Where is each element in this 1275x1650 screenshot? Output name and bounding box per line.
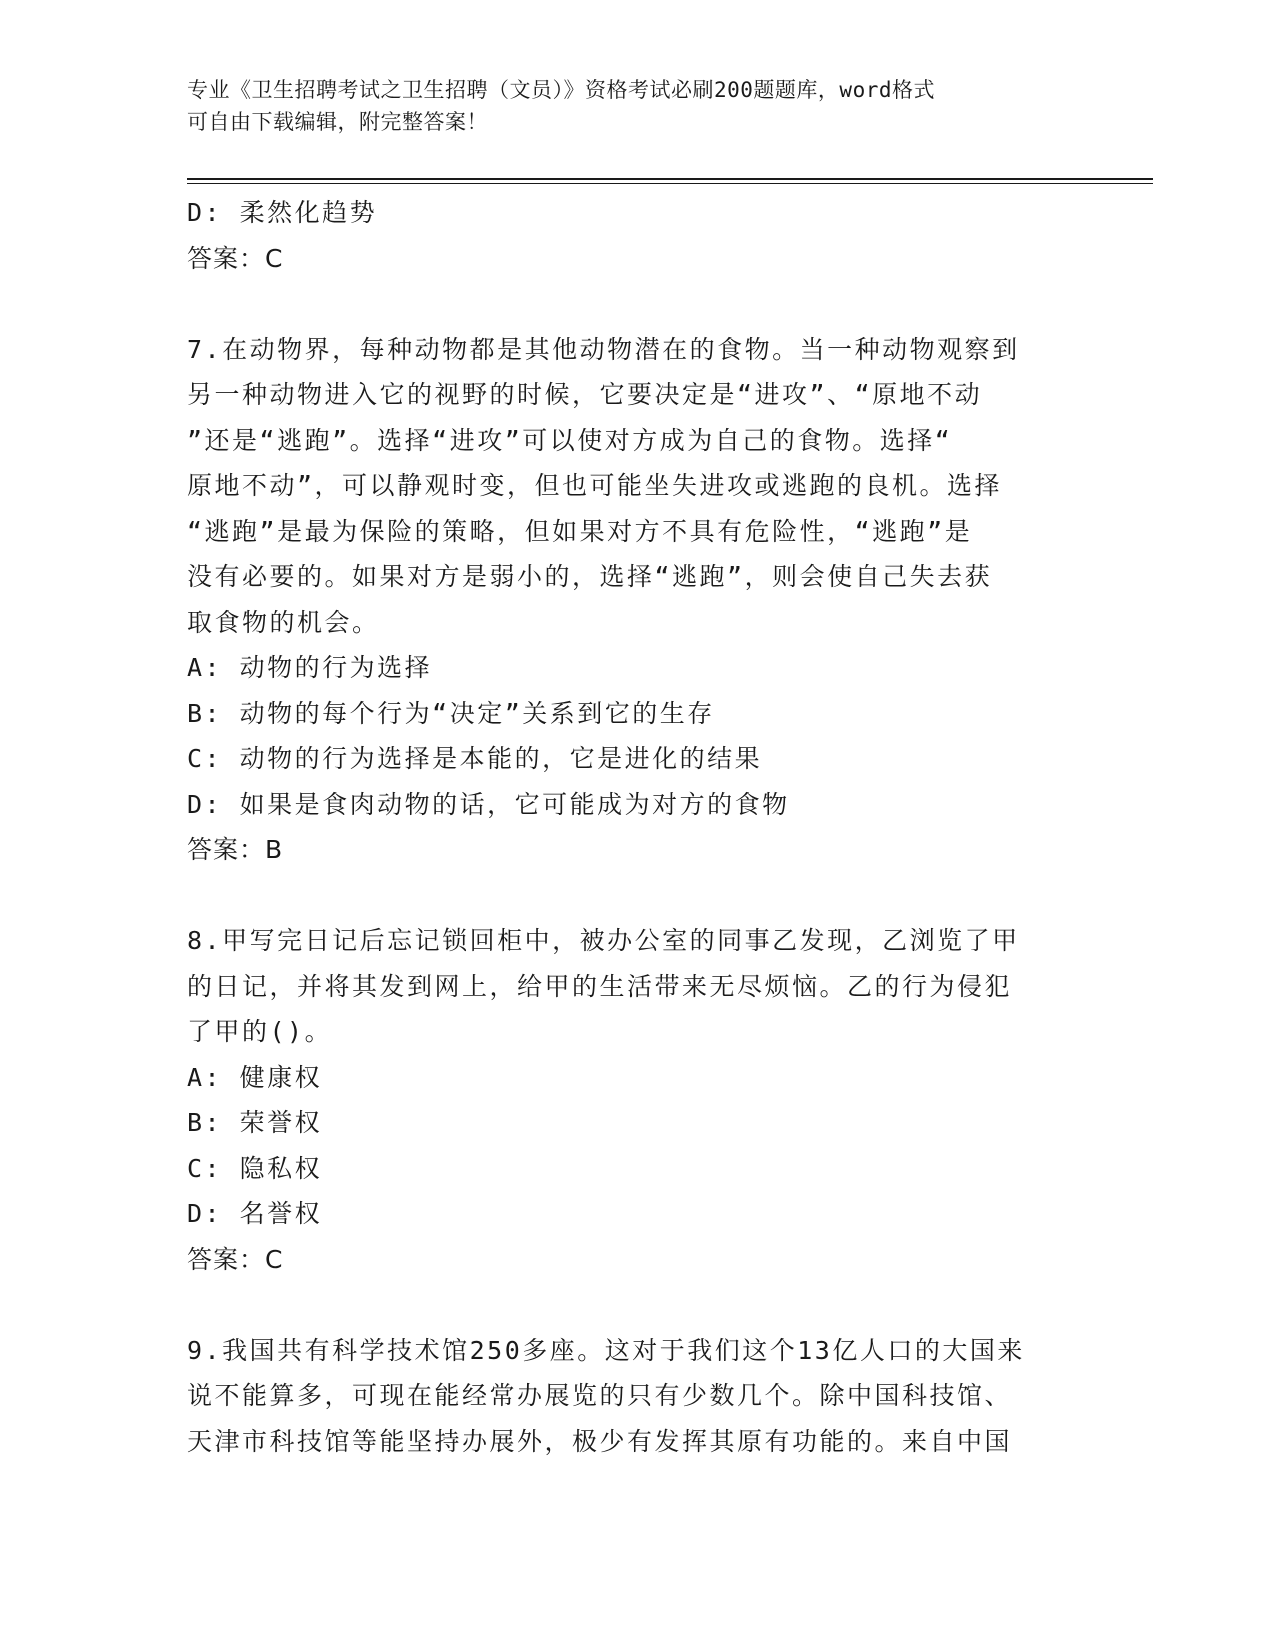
option-a: A: 健康权 (187, 1062, 323, 1092)
option-d: D: 柔然化趋势 (187, 198, 378, 227)
question-text-line: 的日记，并将其发到网上，给甲的生活带来无尽烦恼。乙的行为侵犯 (187, 971, 1013, 1001)
document-body (187, 190, 1067, 1464)
question-6-tail (187, 190, 1067, 281)
question-text-line: ”还是“逃跑”。选择“进攻”可以使对方成为自己的食物。选择“ (187, 425, 953, 455)
option-b: B: 荣誉权 (187, 1108, 323, 1137)
question-text-line: 取食物的机会。 (187, 607, 380, 637)
question-9 (187, 1328, 1067, 1465)
option-d: D: 名誉权 (187, 1199, 323, 1228)
option-c: C: 隐私权 (187, 1153, 323, 1183)
option-d: D: 如果是食肉动物的话，它可能成为对方的食物 (187, 789, 790, 819)
question-text-line: 天津市科技馆等能坚持办展外，极少有发挥其原有功能的。来自中国 (187, 1426, 1013, 1456)
question-text-line: 8.甲写完日记后忘记锁回柜中，被办公室的同事乙发现，乙浏览了甲 (187, 926, 1020, 955)
question-8 (187, 918, 1067, 1282)
question-text-line: 了甲的()。 (187, 1017, 333, 1046)
question-text-line: “逃跑”是最为保险的策略，但如果对方不具有危险性，“逃跑”是 (187, 516, 973, 546)
option-c: C: 动物的行为选择是本能的，它是进化的结果 (187, 744, 763, 773)
option-a: A: 动物的行为选择 (187, 653, 433, 682)
question-text-line: 7.在动物界，每种动物都是其他动物潜在的食物。当一种动物观察到 (187, 334, 1020, 364)
answer: 答案：C (187, 243, 284, 273)
question-text-line: 没有必要的。如果对方是弱小的，选择“逃跑”，则会使自己失去获 (187, 562, 993, 591)
header-divider-thin (187, 183, 1153, 184)
answer: 答案：C (187, 1244, 284, 1274)
header-line-1: 专业《卫生招聘考试之卫生招聘（文员）》资格考试必刷200题题库，word格式 (187, 78, 935, 102)
question-text-line: 9.我国共有科学技术馆250多座。这对于我们这个13亿人口的大国来 (187, 1335, 1025, 1365)
spacer (187, 281, 1067, 327)
question-text-line: 原地不动”，可以静观时变，但也可能坐失进攻或逃跑的良机。选择 (187, 471, 1003, 500)
document-header (187, 74, 1067, 138)
header-line-2: 可自由下载编辑，附完整答案！ (187, 110, 488, 134)
spacer (187, 873, 1067, 919)
option-b: B: 动物的每个行为“决定”关系到它的生存 (187, 698, 715, 728)
header-divider-thick (187, 178, 1153, 180)
question-7 (187, 327, 1067, 873)
question-text-line: 另一种动物进入它的视野的时候，它要决定是“进攻”、“原地不动 (187, 380, 983, 409)
answer: 答案：B (187, 835, 284, 864)
question-text-line: 说不能算多，可现在能经常办展览的只有少数几个。除中国科技馆、 (187, 1381, 1013, 1410)
spacer (187, 1282, 1067, 1328)
